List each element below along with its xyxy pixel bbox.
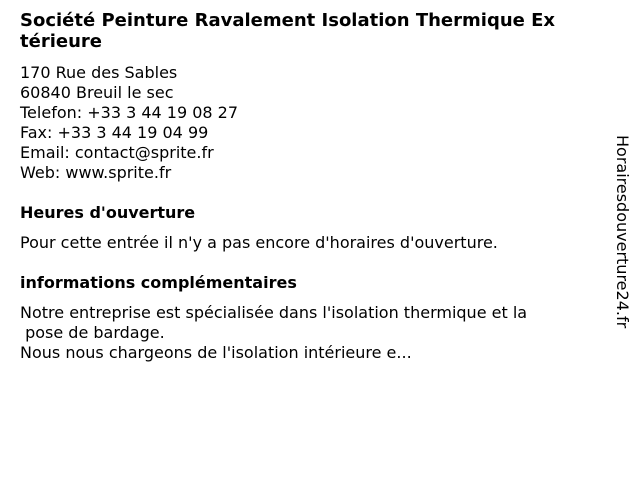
contact-block [20, 63, 590, 183]
business-name [20, 10, 590, 52]
street-address: 170 Rue des Sables [20, 63, 178, 82]
additional-info-heading: informations complémentaires [20, 273, 297, 292]
additional-info-line1: Notre entreprise est spécialisée dans l'isolation thermique et la [20, 303, 528, 322]
email-address[interactable]: Email: contact@sprite.fr [20, 143, 214, 162]
fax-number: Fax: +33 3 44 19 04 99 [20, 123, 209, 142]
additional-info-line3: Nous nous chargeons de l'isolation intérieure e... [20, 343, 412, 362]
website-link[interactable]: Web: www.sprite.fr [20, 163, 172, 182]
phone-number[interactable]: Telefon: +33 3 44 19 08 27 [20, 103, 239, 122]
additional-info-text [20, 303, 590, 363]
additional-info-line2: pose de bardage. [20, 323, 165, 342]
city-address: 60840 Breuil le sec [20, 83, 174, 102]
site-brand-vertical: Horairesdouverture24.fr [613, 135, 632, 329]
business-listing [20, 10, 590, 363]
business-name-line1: Société Peinture Ravalement Isolation Thermique Ex [20, 10, 556, 31]
opening-hours-text: Pour cette entrée il n'y a pas encore d'horaires d'ouverture. [20, 233, 498, 252]
business-name-line2: térieure [20, 31, 102, 52]
opening-hours-heading: Heures d'ouverture [20, 203, 196, 222]
